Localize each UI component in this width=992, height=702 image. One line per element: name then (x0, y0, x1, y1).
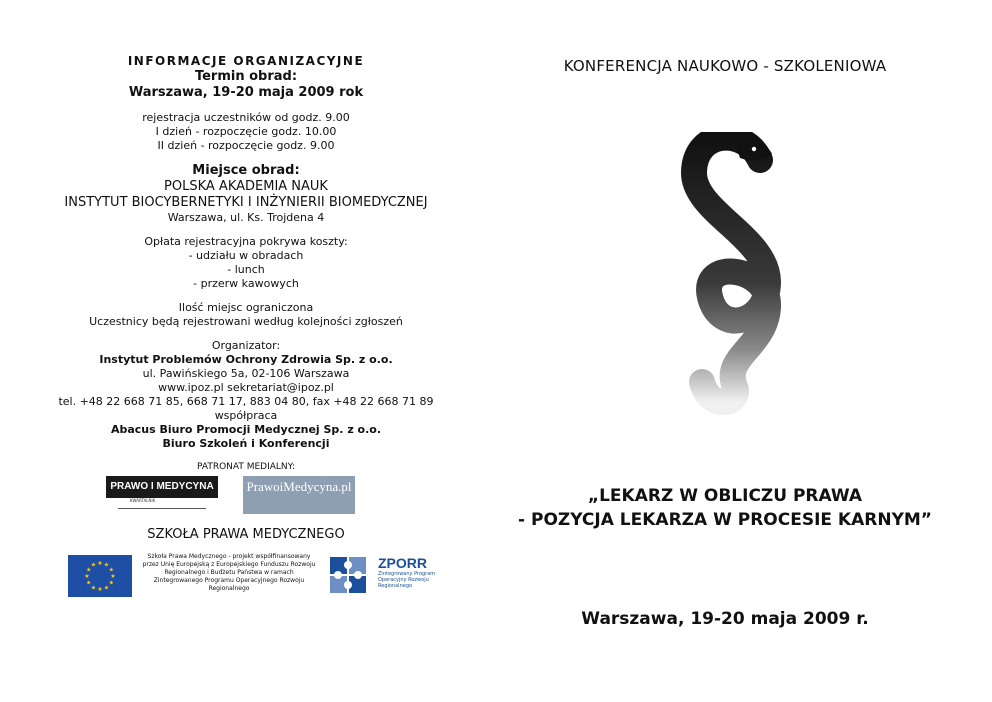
cooperation-sub: Biuro Szkoleń i Konferencji (162, 437, 330, 450)
eu-star-icon: ★ (103, 584, 110, 592)
eu-star-icon: ★ (110, 573, 116, 580)
eu-star-icon: ★ (108, 579, 114, 587)
eu-star-icon: ★ (103, 561, 110, 569)
eu-funding-text: Szkoła Prawa Medycznego - projekt współfinansowany przez Unię Europejską z Europejskiego Funduszu Rozwoju Regionalnego i Budżetu Państwa w ramach Zintegrowanego Programu Operacyjnego Rozwoju Regionalnego (142, 553, 316, 592)
fee-item: - udziału w obradach (188, 249, 304, 262)
fee-title: Opłata rejestracyjna pokrywa koszty: (144, 235, 348, 248)
termin-label: Termin obrad: (194, 69, 298, 84)
prawoimedycyna-pl-logo (243, 476, 355, 514)
eu-star-icon: ★ (84, 573, 90, 580)
eu-star-icon: ★ (86, 579, 92, 587)
conference-title (490, 484, 960, 532)
organizer-phone: tel. +48 22 668 71 85, 668 71 17, 883 04 80, fax +48 22 668 71 89 (58, 395, 434, 408)
venue-line: POLSKA AKADEMIA NAUK (164, 179, 328, 194)
conference-header: KONFERENCJA NAUKOWO - SZKOLENIOWA (563, 57, 887, 75)
limit-line: Ilość miejsc ograniczona (178, 301, 314, 314)
org-info-title: INFORMACJE ORGANIZACYJNE (127, 54, 365, 68)
logo1-text: PRAWO I MEDYCYNA (106, 476, 218, 498)
eu-star-icon: ★ (90, 584, 97, 592)
conference-date: Warszawa, 19-20 maja 2009 r. (581, 609, 869, 629)
eu-star-icon: ★ (90, 561, 97, 569)
cooperation-label: współpraca (214, 409, 278, 422)
zporr-label (378, 555, 440, 589)
zporr-puzzle-icon (328, 555, 368, 595)
eu-star-icon: ★ (108, 566, 114, 574)
eu-star-icon: ★ (97, 586, 103, 593)
schedule-line: II dzień - rozpoczęcie godz. 9.00 (157, 139, 335, 152)
media-logos (40, 476, 452, 516)
fee-item: - lunch (227, 263, 265, 276)
logo1-small: KWARTALNIK (130, 498, 156, 503)
logo2-text: PrawoiMedycyna.pl (246, 479, 352, 494)
title-line-2: - POZYCJA LEKARZA W PROCESIE KARNYM” (518, 510, 932, 530)
organizer-web: www.ipoz.pl sekretariat@ipoz.pl (158, 381, 334, 394)
school-title: SZKOŁA PRAWA MEDYCZNEGO (147, 527, 345, 542)
eu-flag-icon (68, 555, 132, 597)
miejsce-label: Miejsce obrad: (192, 163, 300, 178)
patronat-label: PATRONAT MEDIALNY: (197, 462, 295, 472)
cooperation-name: Abacus Biuro Promocji Medycznej Sp. z o.o. (110, 423, 382, 436)
eu-star-icon: ★ (86, 566, 92, 574)
schedule-line: I dzień - rozpoczęcie godz. 10.00 (155, 125, 337, 138)
title-line-1: „LEKARZ W OBLICZU PRAWA (587, 486, 863, 506)
organizer-address: ul. Pawińskiego 5a, 02-106 Warszawa (142, 367, 350, 380)
limit-line: Uczestnicy będą rejestrowani według kolejności zgłoszeń (89, 315, 403, 328)
organizer-label: Organizator: (211, 339, 281, 352)
zporr-text: ZPORR (378, 555, 427, 571)
venue-address: Warszawa, ul. Ks. Trojdena 4 (167, 211, 325, 224)
prawo-i-medycyna-logo (106, 476, 218, 514)
zporr-sub: Zintegrowany Program Operacyjny Rozwoju Regionalnego (378, 571, 436, 589)
organizational-info (40, 54, 452, 601)
paragraph-snake-icon (650, 132, 800, 426)
funding-logos (40, 551, 452, 601)
venue-line: INSTYTUT BIOCYBERNETYKI I INŻYNIERII BIOMEDYCZNEJ (64, 195, 428, 210)
schedule-line: rejestracja uczestników od godz. 9.00 (142, 111, 350, 124)
fee-item: - przerw kawowych (193, 277, 299, 290)
organizer-name: Instytut Problemów Ochrony Zdrowia Sp. z o.o. (99, 353, 393, 366)
termin-value: Warszawa, 19-20 maja 2009 rok (128, 85, 364, 100)
eu-star-icon: ★ (97, 560, 103, 567)
